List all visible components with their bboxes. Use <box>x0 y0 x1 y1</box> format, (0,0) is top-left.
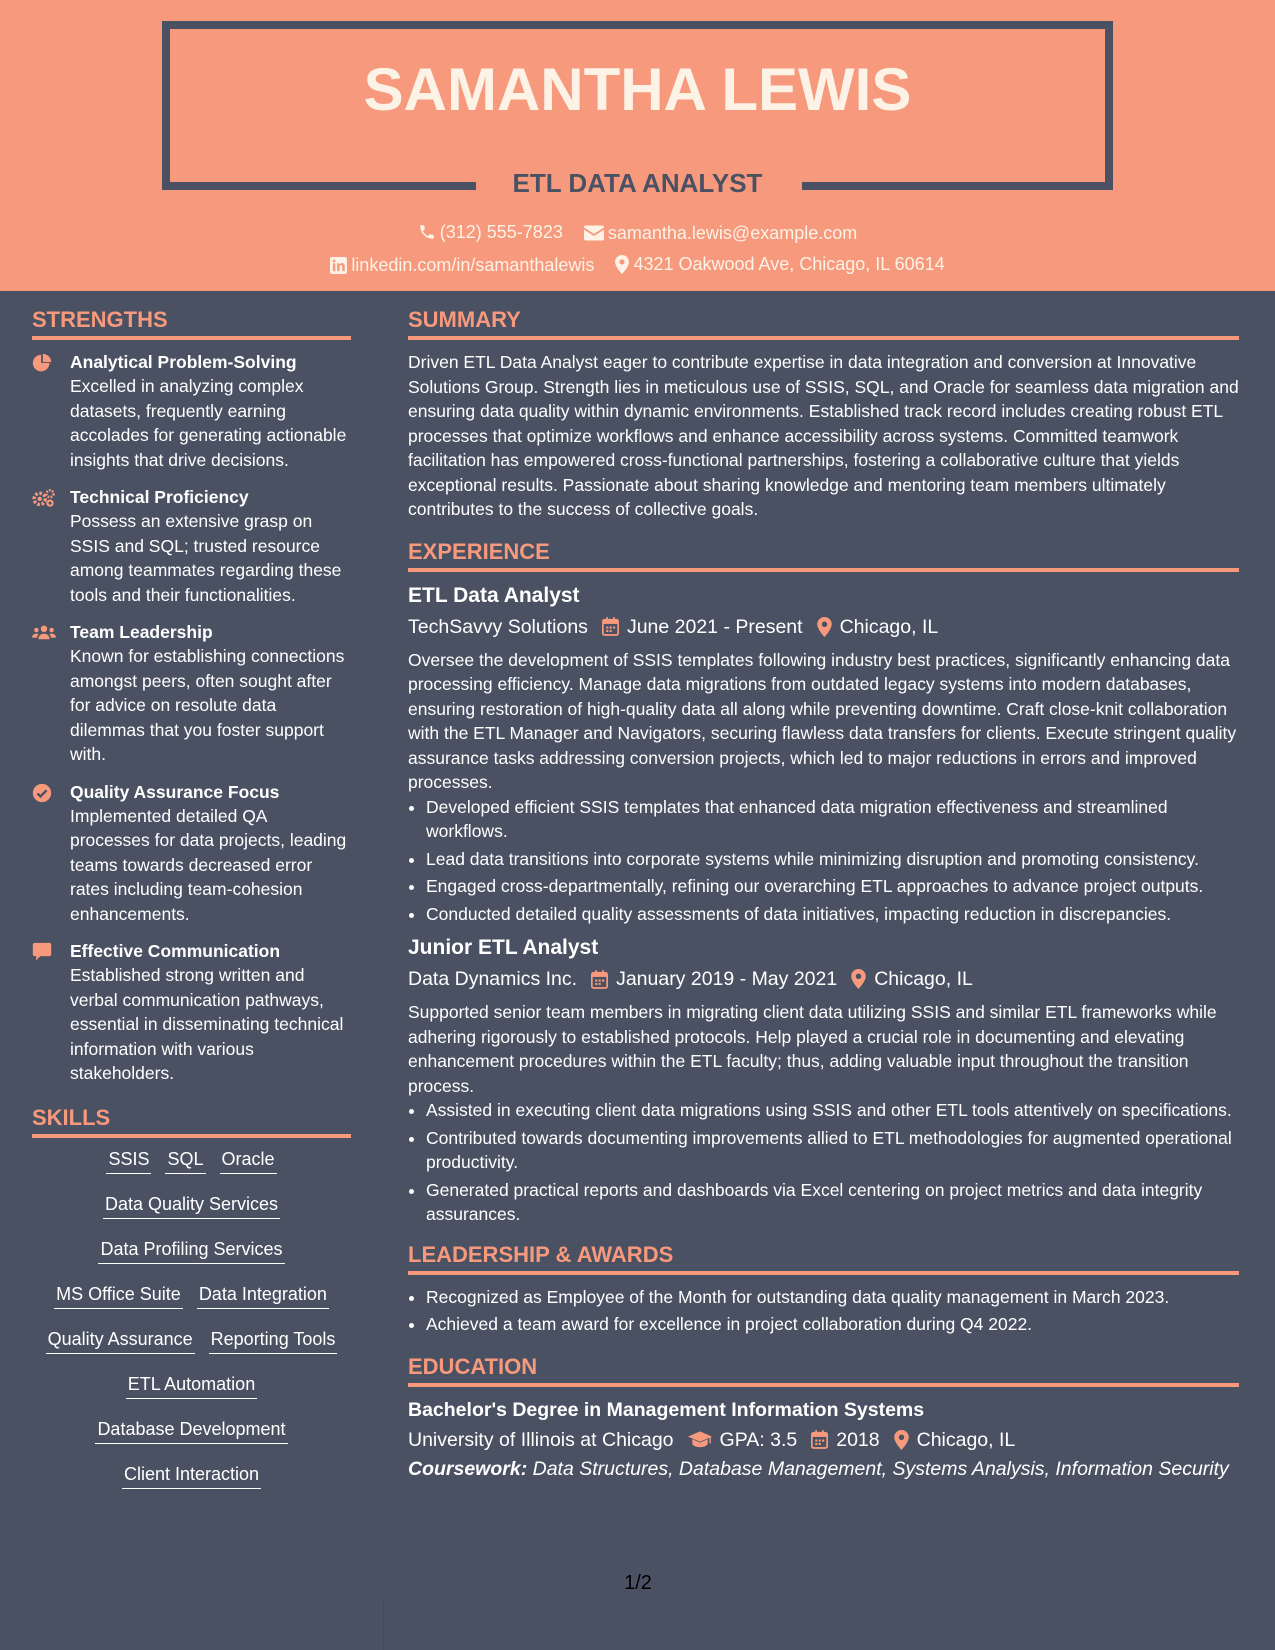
job-bullets <box>426 795 1239 927</box>
strength-desc: Excelled in analyzing complex datasets, frequently earning accolades for generating actionable insights that drive decisions. <box>70 376 347 470</box>
column-divider <box>383 1600 384 1650</box>
bullet-item: • Developed efficient SSIS templates that enhanced data migration effectiveness and streamlined workflows. <box>426 795 1239 844</box>
linkedin-icon <box>330 257 347 274</box>
map-pin-icon <box>851 969 866 989</box>
strength-desc: Implemented detailed QA processes for data projects, leading teams towards decreased error rates including team-cohesion enhancements. <box>70 805 347 924</box>
phone-icon <box>418 223 436 241</box>
skill-tag: Data Quality Services <box>103 1193 280 1219</box>
coursework-label: Coursework: <box>408 1457 528 1480</box>
linkedin-text: linkedin.com/in/samanthalewis <box>351 255 595 275</box>
skill-tag: ETL Automation <box>126 1373 257 1399</box>
education-meta <box>408 1425 1239 1455</box>
email-text: samantha.lewis@example.com <box>607 223 858 243</box>
skills-list <box>32 1148 351 1508</box>
awards-list <box>426 1285 1239 1337</box>
users-icon <box>32 623 56 641</box>
address-text: 4321 Oakwood Ave, Chicago, IL 60614 <box>633 254 945 274</box>
award-item: • Achieved a team award for excellence in project collaboration during Q4 2022. <box>426 1312 1239 1337</box>
header-banner <box>0 0 1275 291</box>
map-pin-icon <box>615 255 629 274</box>
award-item: • Recognized as Employee of the Month for outstanding data quality management in March 2023. <box>426 1285 1239 1310</box>
job-title: Junior ETL Analyst <box>408 936 599 959</box>
skill-tag: Oracle <box>220 1148 277 1174</box>
education-heading: EDUCATION <box>408 1353 1239 1387</box>
strength-title: Team Leadership <box>70 622 213 642</box>
skill-tag: Reporting Tools <box>209 1328 338 1354</box>
summary-heading: SUMMARY <box>408 306 1239 340</box>
skill-tag: Quality Assurance <box>46 1328 195 1354</box>
bullet-item: • Conducted detailed quality assessments of data initiatives, impacting reduction in discrepancies. <box>426 902 1239 927</box>
strength-desc: Possess an extensive grasp on SSIS and SQL; trusted resource among teammates regarding these tools and their functionalities. <box>70 511 342 605</box>
phone-text: (312) 555-7823 <box>439 222 563 242</box>
job-description: Oversee the development of SSIS templates following industry best practices, significantly enhancing data processing efficiency. Manage data migrations from outdated legacy systems into modern databases, ensuring restoration of high-quality data all along while preventing downtime. Craft close-knit collaboration with the ETL Manager and Navigators, securing flawless data transfers for clients. Execute stringent quality assurance tasks addressing conversion projects, which led to major reductions in errors and improved processes. <box>408 649 1237 792</box>
job-description: Supported senior team members in migrating client data utilizing SSIS and similar ETL frameworks while adhering rigorously to established protocols. Help played a crucial role in documenting and elevating enhancement procedures within the ETL faculty; thus, adding valuable input throughout the transition process. <box>408 1002 1217 1096</box>
right-column <box>408 306 1239 1481</box>
skill-tag: Data Profiling Services <box>98 1238 284 1264</box>
company-name: Data Dynamics Inc. <box>408 968 578 990</box>
calendar-icon <box>602 617 619 636</box>
strength-desc: Known for establishing connections amongst peers, often sought after for advice on resolute data dilemmas that you foster support with. <box>70 646 345 764</box>
skill-tag: Client Interaction <box>122 1463 261 1489</box>
strength-title: Analytical Problem-Solving <box>70 352 297 372</box>
strength-item <box>32 780 351 927</box>
strength-item <box>32 620 351 767</box>
linkedin-item[interactable] <box>330 254 594 276</box>
candidate-name: SAMANTHA LEWIS <box>363 56 912 123</box>
skill-tag: SSIS <box>106 1148 151 1174</box>
skill-tag: Database Development <box>95 1418 287 1444</box>
calendar-icon <box>591 970 608 989</box>
skills-heading: SKILLS <box>32 1104 351 1138</box>
strength-item <box>32 485 351 607</box>
degree-title: Bachelor's Degree in Management Information Systems <box>408 1398 925 1421</box>
strength-desc: Established strong written and verbal communication pathways, essential in disseminating technical information with various stakeholders. <box>70 965 344 1083</box>
strengths-heading: STRENGTHS <box>32 306 351 340</box>
contact-row-2 <box>0 253 1275 279</box>
bullet-item: • Lead data transitions into corporate systems while minimizing disruption and promoting consistency. <box>426 847 1239 872</box>
pie-chart-icon <box>32 353 52 373</box>
bullet-item: • Assisted in executing client data migrations using SSIS and other ETL tools attentively on specifications. <box>426 1098 1239 1123</box>
bullet-item: • Engaged cross-departmentally, refining our overarching ETL approaches to advance project outputs. <box>426 874 1239 899</box>
skill-tag: MS Office Suite <box>54 1283 183 1309</box>
left-column <box>32 306 351 1508</box>
awards-heading: LEADERSHIP & AWARDS <box>408 1241 1239 1275</box>
strength-item <box>32 939 351 1086</box>
job-title: ETL Data Analyst <box>408 583 580 607</box>
job-meta <box>408 612 1239 642</box>
email-item[interactable] <box>584 222 857 244</box>
strength-title: Effective Communication <box>70 941 281 961</box>
summary-text: Driven ETL Data Analyst eager to contribute expertise in data integration and conversion at Innovative Solutions Group. Strength lies in meticulous use of SSIS, SQL, and Oracle for seamless data migration and ensuring data quality within dynamic environments. Established track record includes creating robust ETL processes that optimize workflows and enhance accessibility across systems. Committed teamwork facilitation has empowered cross-functional partnerships, fostering a collaborative culture that yields exceptional results. Passionate about sharing knowledge and mentoring team members ultimately contributes to the success of collective goals. <box>408 352 1239 519</box>
job-location: Chicago, IL <box>874 968 973 990</box>
check-circle-icon <box>32 783 52 803</box>
school-name: University of Illinois at Chicago <box>408 1428 674 1451</box>
gears-icon <box>32 488 56 508</box>
skill-tag: SQL <box>165 1148 205 1174</box>
job-dates: June 2021 - Present <box>626 615 803 638</box>
page-number: 1/2 <box>624 1572 652 1594</box>
strength-title: Technical Proficiency <box>70 487 249 507</box>
job-bullets <box>426 1098 1239 1227</box>
skill-tag: Data Integration <box>197 1283 329 1309</box>
gpa: GPA: 3.5 <box>719 1428 798 1451</box>
comment-icon <box>32 942 52 962</box>
envelope-icon <box>584 225 604 241</box>
phone-item[interactable] <box>418 221 563 243</box>
coursework-text: Data Structures, Database Management, Systems Analysis, Information Security <box>532 1457 1229 1480</box>
job-location: Chicago, IL <box>839 615 939 638</box>
job-meta <box>408 964 1239 994</box>
job-dates: January 2019 - May 2021 <box>616 968 838 990</box>
coursework <box>408 1457 1239 1482</box>
map-pin-icon <box>894 1430 909 1450</box>
address-item <box>615 253 944 275</box>
contact-row-1 <box>0 221 1275 246</box>
strength-item <box>32 350 351 472</box>
company-name: TechSavvy Solutions <box>408 615 588 638</box>
education-location: Chicago, IL <box>916 1428 1016 1451</box>
map-pin-icon <box>817 617 832 637</box>
bullet-item: • Contributed towards documenting improvements allied to ETL methodologies for augmented operational productivity. <box>426 1126 1239 1175</box>
calendar-icon <box>811 1430 828 1449</box>
graduation-cap-icon <box>688 1431 712 1449</box>
job-title: ETL DATA ANALYST <box>512 168 763 198</box>
experience-heading: EXPERIENCE <box>408 538 1239 572</box>
graduation-year: 2018 <box>836 1428 880 1451</box>
job-entry <box>408 934 1239 1227</box>
strength-title: Quality Assurance Focus <box>70 781 280 802</box>
bullet-item: • Generated practical reports and dashboards via Excel centering on project metrics and data integrity assurances. <box>426 1178 1239 1227</box>
job-entry <box>408 582 1239 927</box>
